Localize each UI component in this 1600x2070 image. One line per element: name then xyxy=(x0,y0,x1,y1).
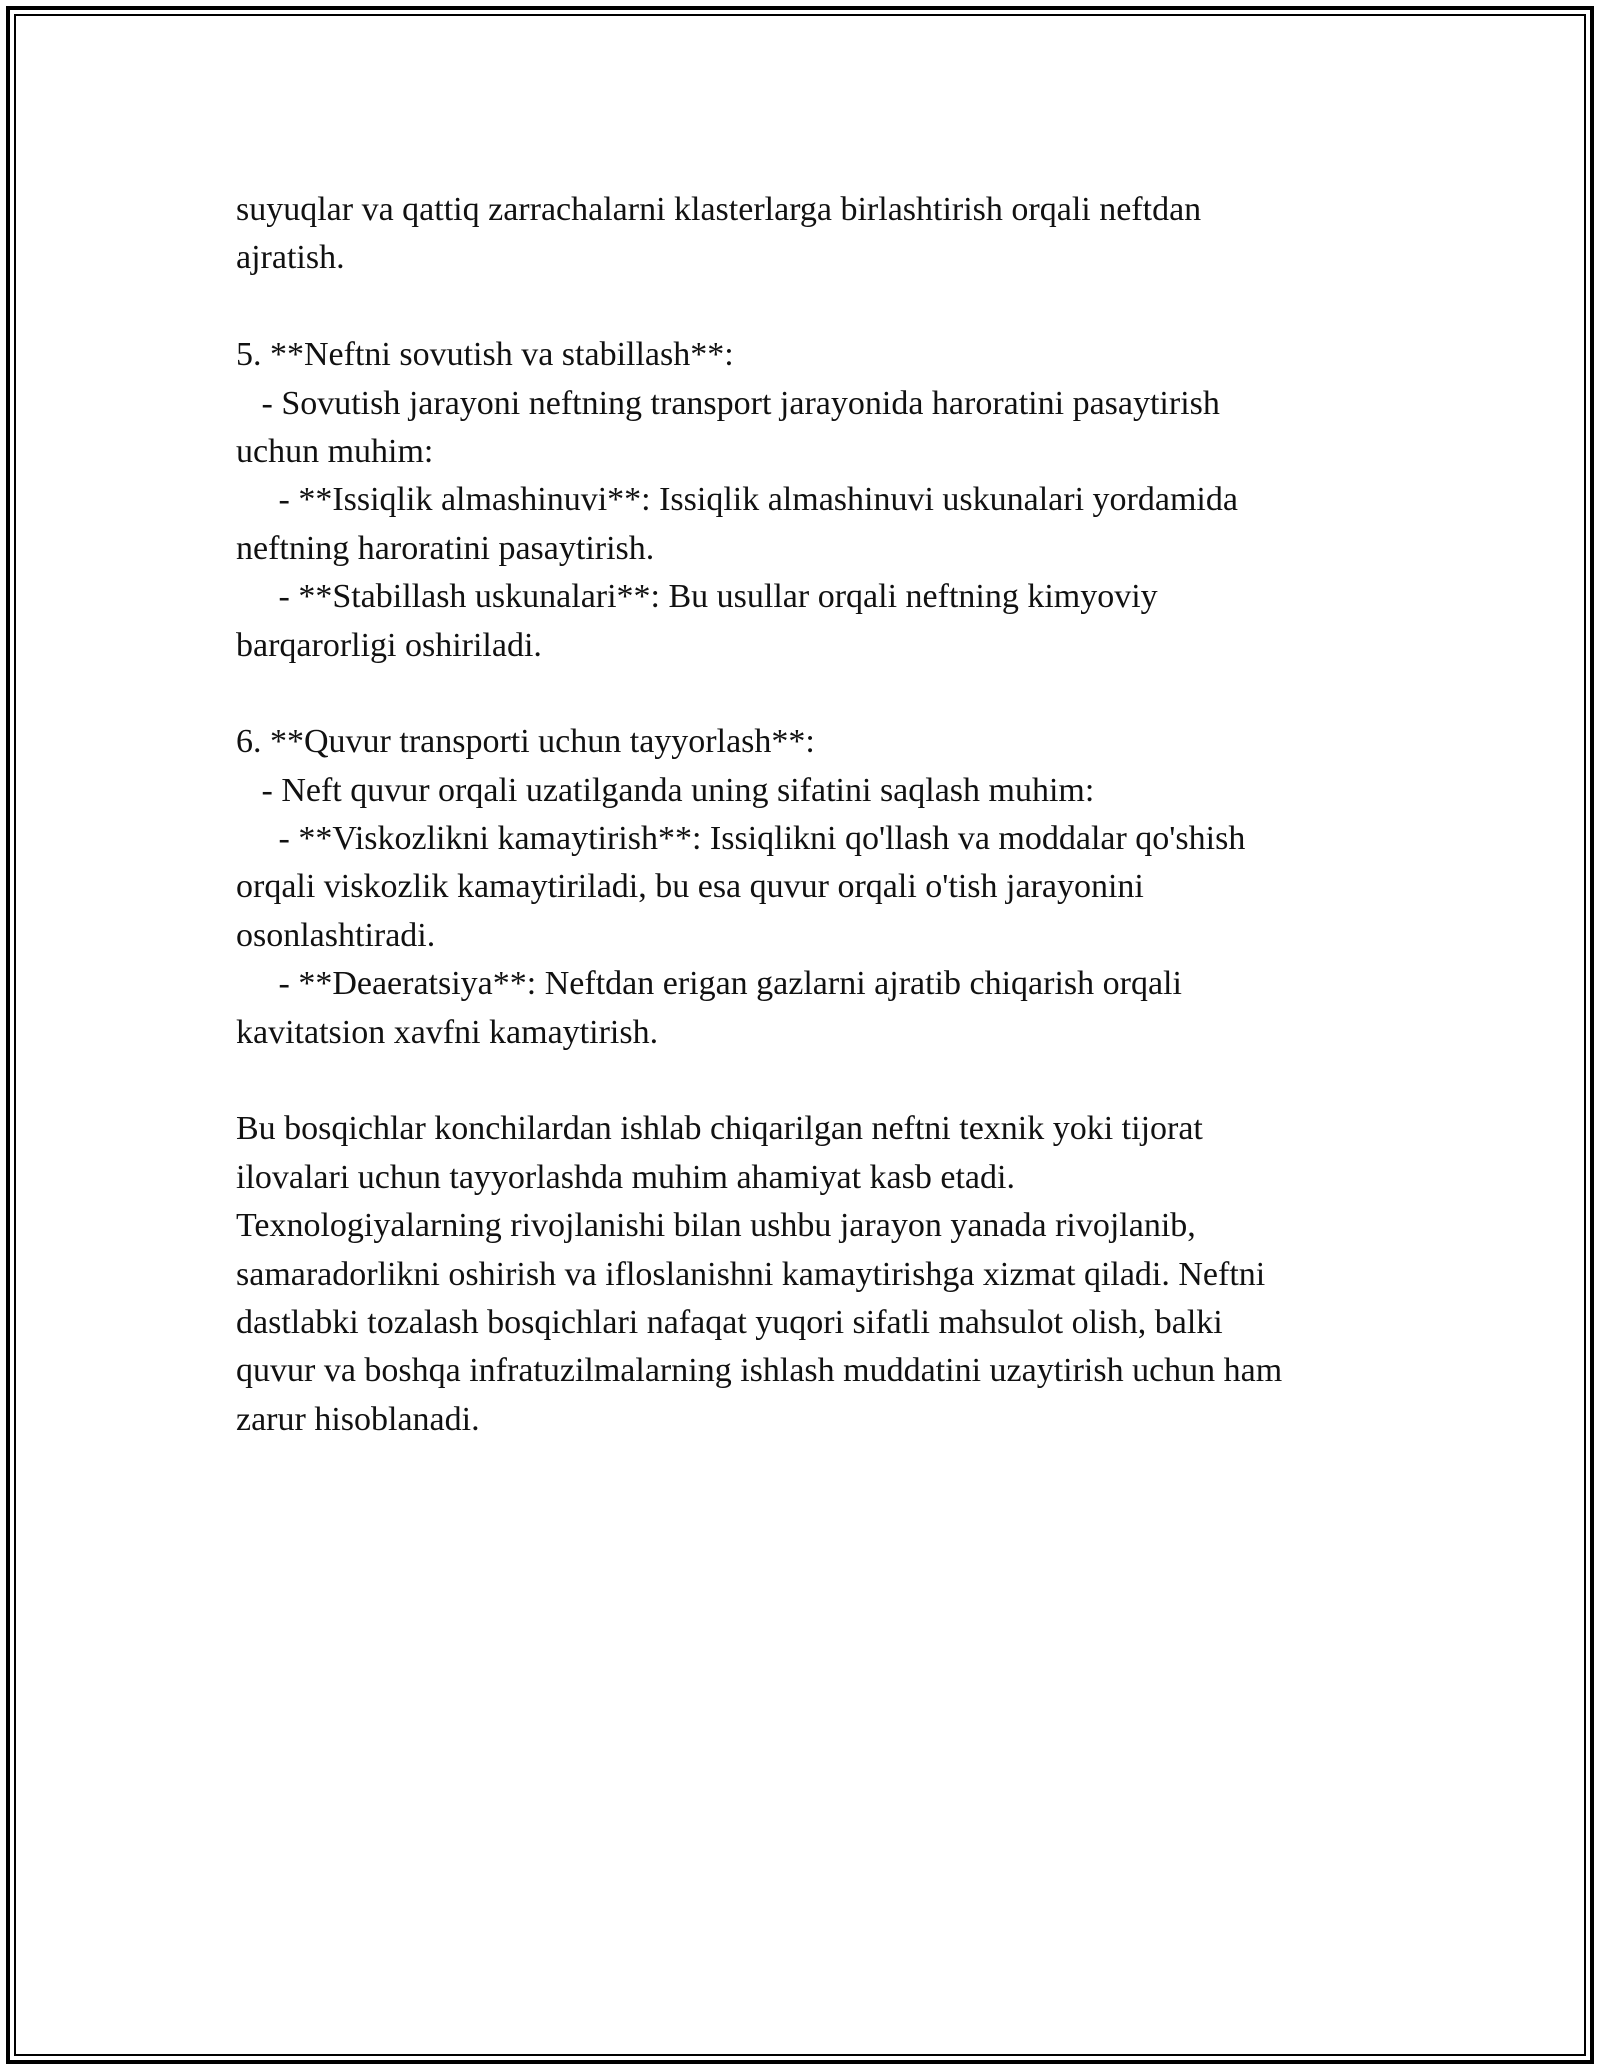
conclusion-line: samaradorlikni oshirish va ifloslanishni kamaytirishga xizmat qiladi. Neftni xyxy=(236,1255,1266,1293)
section-heading-5: 5. **Neftni sovutish va stabillash**: xyxy=(236,336,734,374)
text-line: kavitatsion xavfni kamaytirish. xyxy=(236,1013,659,1051)
blank-line xyxy=(236,1057,1376,1105)
conclusion-line: ilovalari uchun tayyorlashda muhim ahamiyat kasb etadi. xyxy=(236,1158,1015,1196)
text-line: - Neft quvur orqali uzatilganda uning sifatini saqlash muhim: xyxy=(236,771,1095,809)
text-line: uchun muhim: xyxy=(236,432,434,470)
text-line: - **Stabillash uskunalari**: Bu usullar orqali neftning kimyoviy xyxy=(236,578,1158,616)
text-line: suyuqlar va qattiq zarrachalarni klasterlarga birlashtirish orqali neftdan xyxy=(236,191,1202,228)
document-body xyxy=(236,186,1376,1444)
text-line: ajratish. xyxy=(236,239,345,277)
blank-line xyxy=(236,670,1376,718)
conclusion-line: Bu bosqichlar konchilardan ishlab chiqarilgan neftni texnik yoki tijorat xyxy=(236,1110,1203,1148)
section-heading-6: 6. **Quvur transporti uchun tayyorlash**: xyxy=(236,723,815,761)
conclusion-line: dastlabki tozalash bosqichlari nafaqat yuqori sifatli mahsulot olish, balki xyxy=(236,1303,1223,1341)
text-line: neftning haroratini pasaytirish. xyxy=(236,529,655,567)
conclusion-line: Texnologiyalarning rivojlanishi bilan ushbu jarayon yanada rivojlanib, xyxy=(236,1207,1196,1245)
text-line: - Sovutish jarayoni neftning transport jarayonida haroratini pasaytirish xyxy=(236,384,1220,422)
text-line: orqali viskozlik kamaytiriladi, bu esa quvur orqali o'tish jarayonini xyxy=(236,868,1144,906)
text-line: - **Deaeratsiya**: Neftdan erigan gazlarni ajratib chiqarish orqali xyxy=(236,965,1182,1003)
conclusion-line: quvur va boshqa infratuzilmalarning ishlash muddatini uzaytirish uchun ham xyxy=(236,1352,1283,1390)
text-line: osonlashtiradi. xyxy=(236,916,436,954)
blank-line xyxy=(236,283,1376,331)
conclusion-line: zarur hisoblanadi. xyxy=(236,1400,480,1438)
text-line: barqarorligi oshiriladi. xyxy=(236,626,542,664)
text-line: - **Viskozlikni kamaytirish**: Issiqlikni qo'llash va moddalar qo'shish xyxy=(236,820,1246,858)
text-line: - **Issiqlik almashinuvi**: Issiqlik almashinuvi uskunalari yordamida xyxy=(236,481,1238,519)
